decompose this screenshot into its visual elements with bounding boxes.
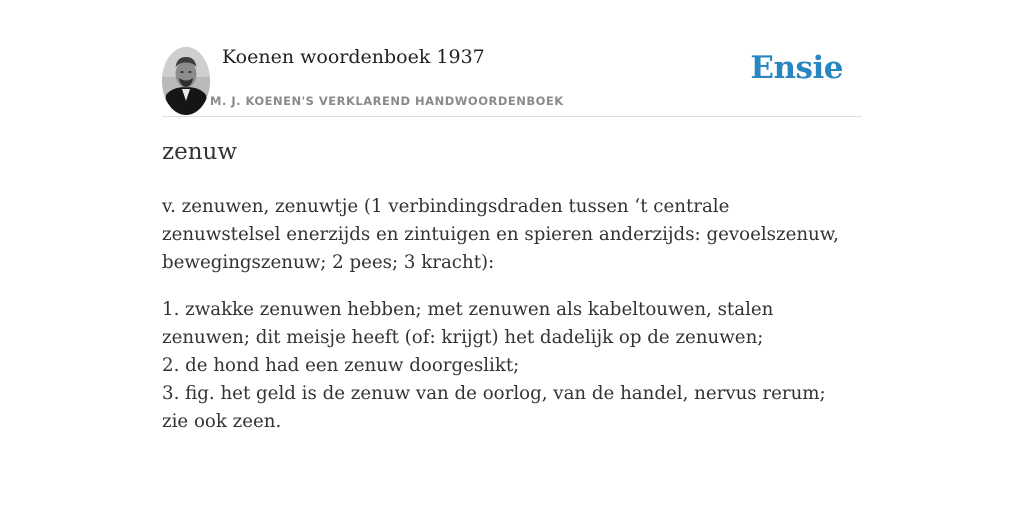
site-header [162,44,862,117]
example-line: 2. de hond had een zenuw doorgeslikt; [162,355,520,376]
entry-definition: v. zenuwen, zenuwtje (1 verbindingsdraden tussen ‘t centrale zenuwstelsel enerzijds en zintuigen en spieren anderzijds: gevoelszenuw, bewegingszenuw; 2 pees; 3 kracht): [162,196,839,273]
entry-body [162,193,852,455]
author-portrait-icon[interactable] [162,47,210,115]
dictionary-subtitle: M. J. KOENEN'S VERKLAREND HANDWOORDENBOEK [210,94,564,108]
example-line: 1. zwakke zenuwen hebben; met zenuwen als kabeltouwen, stalen zenuwen; dit meisje heeft (of: krijgt) het dadelijk op de zenuwen; [162,299,774,348]
entry-examples [162,296,852,436]
example-line: 3. fig. het geld is de zenuw van de oorlog, van de handel, nervus rerum; zie ook zeen. [162,383,826,432]
entry-headword: zenuw [162,139,238,165]
brand-logo-link[interactable]: Ensie [750,50,843,86]
dictionary-title[interactable]: Koenen woordenboek 1937 [222,46,485,68]
